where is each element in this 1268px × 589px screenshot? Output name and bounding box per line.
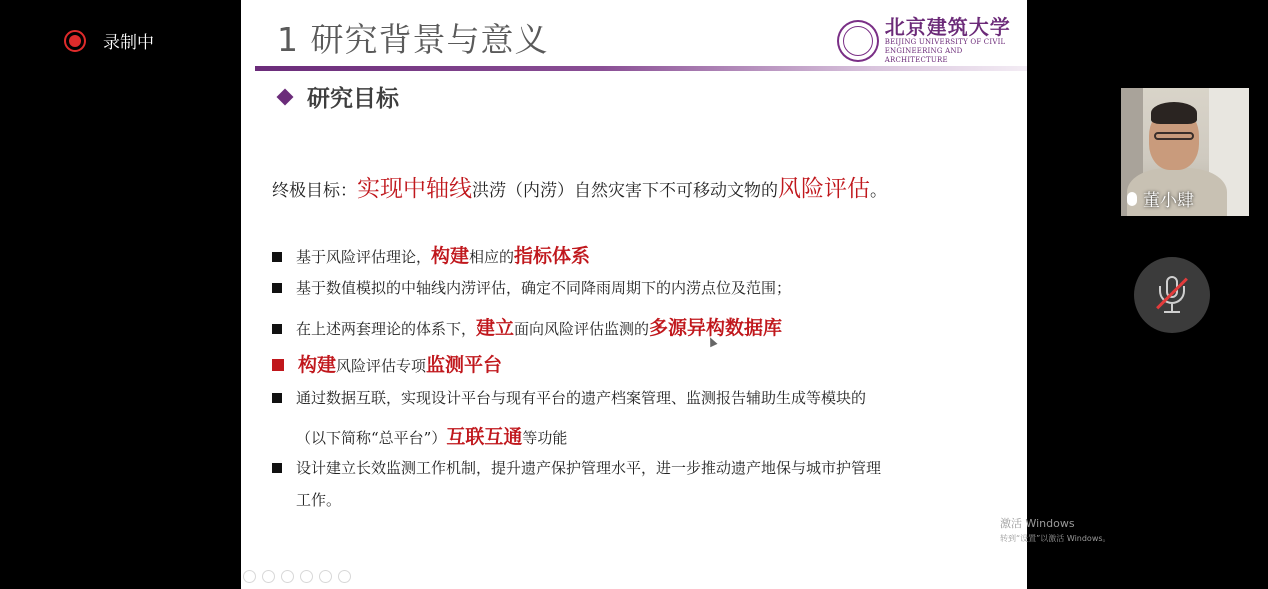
- diamond-bullet-icon: [277, 88, 294, 105]
- ultimate-goal: [272, 170, 887, 203]
- previous-slide-icon[interactable]: [243, 570, 256, 583]
- goal-end: 。: [870, 181, 887, 201]
- record-icon: [64, 30, 86, 52]
- more-options-icon[interactable]: [338, 570, 351, 583]
- square-bullet-icon: [272, 359, 284, 371]
- participant-video-tile[interactable]: [1121, 88, 1249, 216]
- microphone-muted-icon: [1153, 272, 1191, 318]
- square-bullet-icon: [272, 324, 282, 334]
- item-text: 等功能: [522, 429, 568, 447]
- zoom-icon[interactable]: [319, 570, 332, 583]
- section-heading: [279, 80, 399, 113]
- university-logo: [837, 16, 1027, 65]
- goal-middle: 洪涝（内涝）自然灾害下不可移动文物的: [472, 181, 778, 201]
- logo-chinese-name: 北京建筑大学: [884, 15, 1011, 39]
- microphone-icon: [1127, 192, 1137, 206]
- list-item: [272, 387, 866, 408]
- item-text: 工作。: [296, 491, 342, 509]
- item-text: 通过数据互联，实现设计平台与现有平台的遗产档案管理、监测报告辅助生成等模块的: [296, 389, 867, 407]
- list-item-continuation: [296, 489, 341, 510]
- next-slide-icon[interactable]: [262, 570, 275, 583]
- recording-indicator: [64, 28, 154, 53]
- title-divider: [255, 66, 1027, 71]
- item-highlight: 监测平台: [426, 354, 503, 376]
- recording-label: 录制中: [103, 33, 154, 53]
- windows-activation-watermark: [1000, 515, 1111, 544]
- list-item: [272, 313, 782, 340]
- item-highlight: 多源异构数据库: [649, 317, 783, 339]
- presentation-slide: [241, 0, 1027, 589]
- item-highlight: 互联互通: [446, 426, 523, 448]
- square-bullet-icon: [272, 463, 282, 473]
- item-highlight: 构建: [298, 354, 337, 376]
- list-item: [272, 457, 881, 478]
- item-text: 风险评估专项: [336, 357, 427, 375]
- participant-name: 董小肆: [1143, 191, 1194, 211]
- item-text: （以下简称“总平台”）: [296, 429, 447, 447]
- slides-grid-icon[interactable]: [300, 570, 313, 583]
- goal-highlight-1: 实现中轴线: [357, 176, 472, 202]
- pen-icon[interactable]: [281, 570, 294, 583]
- item-text: 设计建立长效监测工作机制，提升遗产保护管理水平，进一步推动遗产地保与城市护管理: [296, 459, 882, 477]
- item-text: 在上述两套理论的体系下，: [296, 320, 477, 338]
- item-highlight: 建立: [476, 317, 515, 339]
- square-bullet-icon: [272, 393, 282, 403]
- logo-english-line-1: BEIJING UNIVERSITY OF CIVIL: [884, 38, 1006, 46]
- slideshow-controls: [243, 570, 351, 583]
- item-text: 基于数值模拟的中轴线内涝评估，确定不同降雨周期下的内涝点位及范围；: [296, 279, 792, 297]
- list-item-continuation: [296, 422, 567, 449]
- item-highlight: 指标体系: [514, 245, 591, 267]
- item-text: 面向风险评估监测的: [514, 320, 650, 338]
- square-bullet-icon: [272, 283, 282, 293]
- square-bullet-icon: [272, 252, 282, 262]
- list-item: [272, 241, 590, 268]
- watermark-line-1: 激活 Windows: [1000, 517, 1075, 530]
- university-seal-icon: [837, 20, 879, 62]
- list-item: [272, 277, 791, 298]
- logo-english-line-2: ENGINEERING AND ARCHITECTURE: [884, 47, 963, 64]
- mute-microphone-button[interactable]: [1134, 257, 1210, 333]
- item-text: 基于风险评估理论，: [296, 248, 432, 266]
- participant-name-bar: [1127, 186, 1194, 211]
- item-text: 相应的: [469, 248, 515, 266]
- item-highlight: 构建: [431, 245, 470, 267]
- goal-prefix: 终极目标：: [272, 181, 357, 201]
- watermark-line-2: 转到“设置”以激活 Windows。: [1000, 534, 1111, 543]
- section-label: 研究目标: [307, 86, 399, 112]
- slide-title: 1 研究背景与意义: [277, 20, 549, 59]
- goal-highlight-2: 风险评估: [778, 176, 870, 202]
- list-item: [272, 350, 502, 377]
